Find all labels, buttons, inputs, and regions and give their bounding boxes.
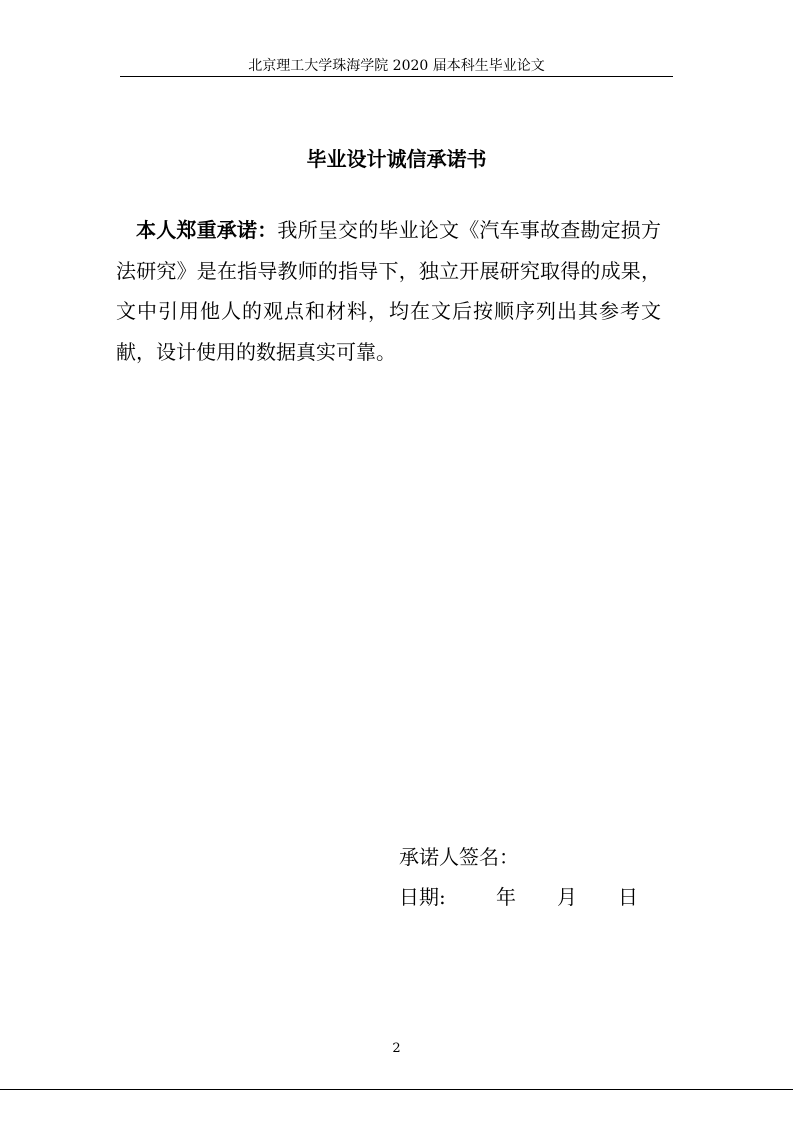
- header-divider: [120, 76, 673, 77]
- date-day-label: 日: [618, 885, 638, 909]
- pledge-lead: 本人郑重承诺：: [136, 218, 278, 242]
- pledge-body: 我所呈交的毕业论文《汽车事故查勘定损方法研究》是在指导教师的指导下，独立开展研究取得的成果，文中引用他人的观点和材料，均在文后按顺序列出其参考文献，设计使用的数据真实可靠。: [116, 218, 662, 364]
- date-month-label: 月: [557, 885, 577, 909]
- date-year-label: 年: [496, 885, 516, 909]
- pledge-paragraph: [116, 210, 661, 372]
- date-line: [399, 883, 659, 911]
- page-title: 毕业设计诚信承诺书: [306, 147, 487, 171]
- date-label: 日期:: [399, 885, 446, 909]
- running-header: 北京理工大学珠海学院 2020 届本科生毕业论文: [248, 58, 545, 74]
- footer-divider: [0, 1089, 793, 1090]
- page-number: 2: [392, 1041, 401, 1056]
- signature-label: 承诺人签名：: [399, 845, 519, 869]
